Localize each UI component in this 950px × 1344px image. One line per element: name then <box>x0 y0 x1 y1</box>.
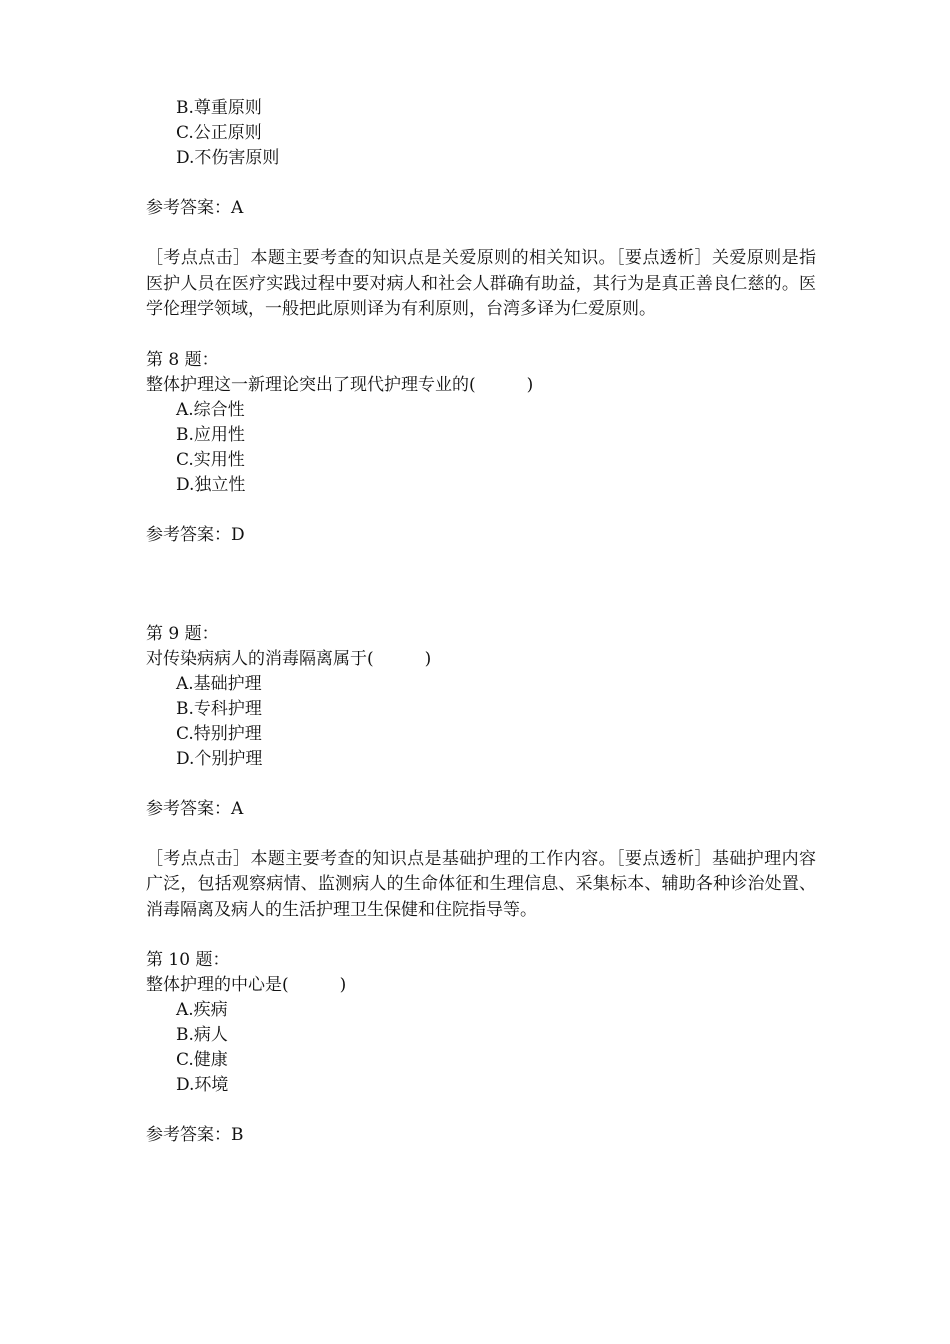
q9-answer: 参考答案：A <box>146 798 244 819</box>
q9-number: 第 9 题： <box>146 623 219 644</box>
q10-option-d: D.环境 <box>176 1075 229 1095</box>
q8-stem: 整体护理这一新理论突出了现代护理专业的( ) <box>146 374 534 395</box>
q8-option-b: B.应用性 <box>176 424 245 445</box>
q10-option-b: B.病人 <box>176 1025 228 1045</box>
question-10 <box>146 948 816 1148</box>
q8-option-c: C.实用性 <box>176 449 245 470</box>
question-7-tail <box>146 96 816 323</box>
q7-answer: 参考答案：A <box>146 198 244 218</box>
question-8 <box>146 348 816 548</box>
q9-option-a: A.基础护理 <box>176 673 262 694</box>
q7-option-d: D.不伤害原则 <box>176 148 280 168</box>
q10-number: 第 10 题： <box>146 950 230 970</box>
q10-stem: 整体护理的中心是( ) <box>146 975 347 995</box>
q10-option-c: C.健康 <box>176 1050 228 1070</box>
q10-answer: 参考答案：B <box>146 1125 244 1145</box>
q8-option-d: D.独立性 <box>176 474 246 495</box>
q9-option-b: B.专科护理 <box>176 698 262 719</box>
q9-option-c: C.特别护理 <box>176 723 262 744</box>
q9-explanation: ［考点点击］本题主要考查的知识点是基础护理的工作内容。［要点透析］基础护理内容广泛，包括观察病情、监测病人的生命体征和生理信息、采集标本、辅助各种诊治处置、消毒隔离及病人的生活护理卫生保健和住院指导等。 <box>146 848 816 920</box>
q9-stem: 对传染病病人的消毒隔离属于( ) <box>146 648 432 669</box>
q8-option-a: A.综合性 <box>176 399 245 420</box>
q7-option-c: C.公正原则 <box>176 123 262 143</box>
document-page <box>146 96 816 1148</box>
question-9 <box>146 622 816 924</box>
q8-number: 第 8 题： <box>146 349 219 370</box>
q8-answer: 参考答案：D <box>146 524 245 545</box>
q9-option-d: D.个别护理 <box>176 748 263 769</box>
q7-option-b: B.尊重原则 <box>176 98 262 118</box>
q10-option-a: A.疾病 <box>176 1000 228 1020</box>
q7-explanation: ［考点点击］本题主要考查的知识点是关爱原则的相关知识。［要点透析］关爱原则是指医护人员在医疗实践过程中要对病人和社会人群确有助益，其行为是真正善良仁慈的。医学伦理学领域，一般把此原则译为有利原则，台湾多译为仁爱原则。 <box>146 248 816 319</box>
